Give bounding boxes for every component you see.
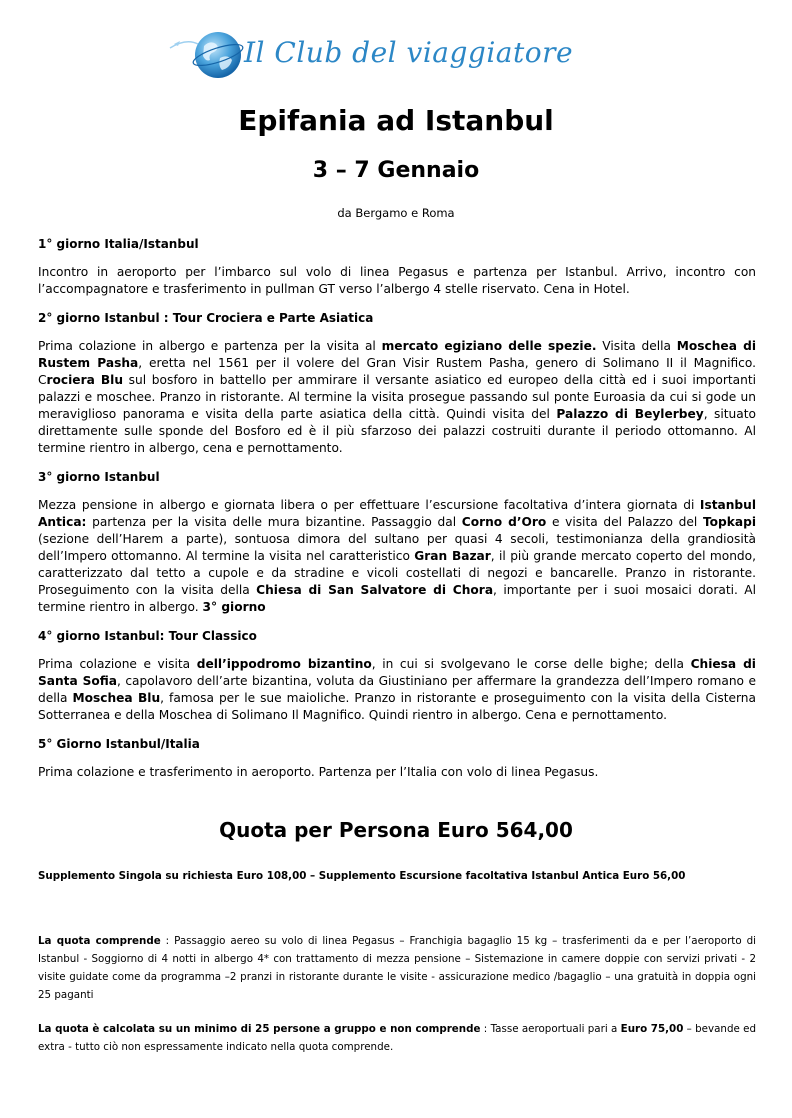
description-text: Visita della bbox=[596, 339, 677, 353]
highlighted-text: Gran Bazar bbox=[414, 549, 491, 563]
highlighted-text: Chiesa di San Salvatore di Chora bbox=[256, 583, 494, 597]
day-description bbox=[38, 497, 756, 616]
description-text: , capolavoro dell’arte bizantina, voluta da Giustiniano per affermare la grandezza dell’Impero romano e della bbox=[38, 674, 756, 705]
highlighted-text: 3° giorno bbox=[202, 600, 266, 614]
price-per-person: Quota per Persona Euro 564,00 bbox=[219, 818, 573, 842]
description-text: Prima colazione e trasferimento in aeroporto. Partenza per l’Italia con volo di linea Pegasus. bbox=[38, 765, 599, 779]
day-description bbox=[38, 656, 756, 724]
supplement-note: Supplemento Singola su richiesta Euro 108,00 – Supplemento Escursione facoltativa Istanbul Antica Euro 56,00 bbox=[38, 870, 686, 882]
airport-tax-amount: Euro 75,00 bbox=[620, 1023, 684, 1035]
club-logo bbox=[168, 28, 588, 82]
highlighted-text: mercato egiziano delle spezie. bbox=[381, 339, 597, 353]
day-description bbox=[38, 338, 756, 457]
trip-dates: 3 – 7 Gennaio bbox=[312, 158, 480, 183]
highlighted-text: Moschea Blu bbox=[72, 691, 161, 705]
highlighted-text: Topkapi bbox=[702, 515, 757, 529]
description-text: Incontro in aeroporto per l’imbarco sul volo di linea Pegasus e partenza per Istanbul. Arrivo, incontro con l’accompagnatore e trasferimento in pullman GT verso l’albergo 4 stelle riservato. Cena in Hotel. bbox=[38, 265, 756, 296]
day-heading: 4° giorno Istanbul: Tour Classico bbox=[38, 629, 257, 643]
description-text: , il più grande mercato coperto del mondo, caratterizzato dal tetto a cupole e da stradine e vicoli costellati di negozi e bancarelle. Pranzo in ristorante. Proseguimento con la visita della bbox=[38, 549, 757, 597]
description-text: , famosa per le sue maioliche. Pranzo in ristorante e proseguimento con la visita della Cisterna Sotterranea e della Moschea di Solimano Il Magnifico. Quindi rientro in albergo. Cena e pernottamento. bbox=[38, 691, 756, 722]
description-text: partenza per la visita delle mura bizantine. Passaggio dal bbox=[86, 515, 462, 529]
description-text: Prima colazione e visita bbox=[38, 657, 197, 671]
highlighted-text: Moschea di Rustem Pasha bbox=[38, 339, 756, 370]
day-heading: 2° giorno Istanbul : Tour Crociera e Parte Asiatica bbox=[38, 311, 374, 325]
itinerary bbox=[38, 236, 756, 793]
description-text: (sezione dell’Harem a parte), sontuosa dimora del sultano per quasi 4 secoli, testimonianza della grandiosità dell’Impero ottomanno. Al termine la visita nel caratteristico bbox=[38, 532, 756, 563]
includes-label: La quota comprende bbox=[38, 935, 161, 947]
highlighted-text: Chiesa di Santa Sofia bbox=[38, 657, 756, 688]
highlighted-text: Istanbul Antica: bbox=[38, 498, 756, 529]
description-text: Prima colazione in albergo e partenza per la visita al bbox=[38, 339, 382, 353]
description-text: e visita del Palazzo del bbox=[546, 515, 703, 529]
day-description bbox=[38, 764, 756, 781]
highlighted-text: dell’ippodromo bizantino bbox=[196, 657, 372, 671]
day-heading: 3° giorno Istanbul bbox=[38, 470, 160, 484]
description-text: Mezza pensione in albergo e giornata libera o per effettuare l’escursione facoltativa d’intera giornata di bbox=[38, 498, 700, 512]
description-text: , in cui si svolgevano le corse delle bighe; della bbox=[371, 657, 691, 671]
includes-section bbox=[38, 932, 756, 1004]
logo-text: Il Club del viaggiatore bbox=[244, 36, 574, 69]
departure-cities: da Bergamo e Roma bbox=[337, 206, 455, 220]
description-text: , situato direttamente sulle sponde del Bosforo ed è il più sfarzoso dei palazzi costruiti durante il periodo ottomanno. Al termine rientro in albergo, cena e pernottamento. bbox=[38, 407, 756, 455]
day-description bbox=[38, 264, 756, 298]
page-title: Epifania ad Istanbul bbox=[238, 104, 554, 137]
description-text: , importante per i suoi mosaici dorati. Al termine rientro in albergo. bbox=[38, 583, 756, 614]
highlighted-text: Palazzo di Beylerbey bbox=[556, 407, 704, 421]
day-heading: 5° Giorno Istanbul/Italia bbox=[38, 737, 200, 751]
description-text: , eretta nel 1561 per il volere del Gran Visir Rustem Pasha, genero di Solimano II il Magnifico. C bbox=[38, 356, 756, 387]
highlighted-text: Corno d’Oro bbox=[461, 515, 547, 529]
excludes-section bbox=[38, 1020, 756, 1056]
excludes-label: La quota è calcolata su un minimo di 25 persone a gruppo e non comprende bbox=[38, 1023, 481, 1035]
excludes-text-post: – bevande ed extra - tutto ciò non espressamente indicato nella quota comprende. bbox=[38, 1023, 757, 1053]
includes-text: : Passaggio aereo su volo di linea Pegasus – Franchigia bagaglio 15 kg – trasferimenti da e per l’aeroporto di Istanbul - Soggiorno di 4 notti in albergo 4* con trattamento di mezza pensione – Sistemazione in camere doppie con servizi privati - 2 visite guidate come da programma –2 pranzi in ristorante durante le visite - assicurazione medico /bagaglio – una gratuità in doppia ogni 25 paganti bbox=[38, 935, 756, 1001]
day-heading: 1° giorno Italia/Istanbul bbox=[38, 237, 199, 251]
excludes-text-pre: : Tasse aeroportuali pari a bbox=[480, 1023, 621, 1035]
highlighted-text: rociera Blu bbox=[46, 373, 123, 387]
globe-icon bbox=[168, 28, 248, 82]
description-text: sul bosforo in battello per ammirare il versante asiatico ed europeo della città ed i suoi importanti palazzi e moschee. Pranzo in ristorante. Al termine la visita prosegue passando sul ponte Euroasia da cui si gode un meraviglioso panorama e visita della parte asiatica della città. Quindi visita del bbox=[38, 373, 756, 421]
